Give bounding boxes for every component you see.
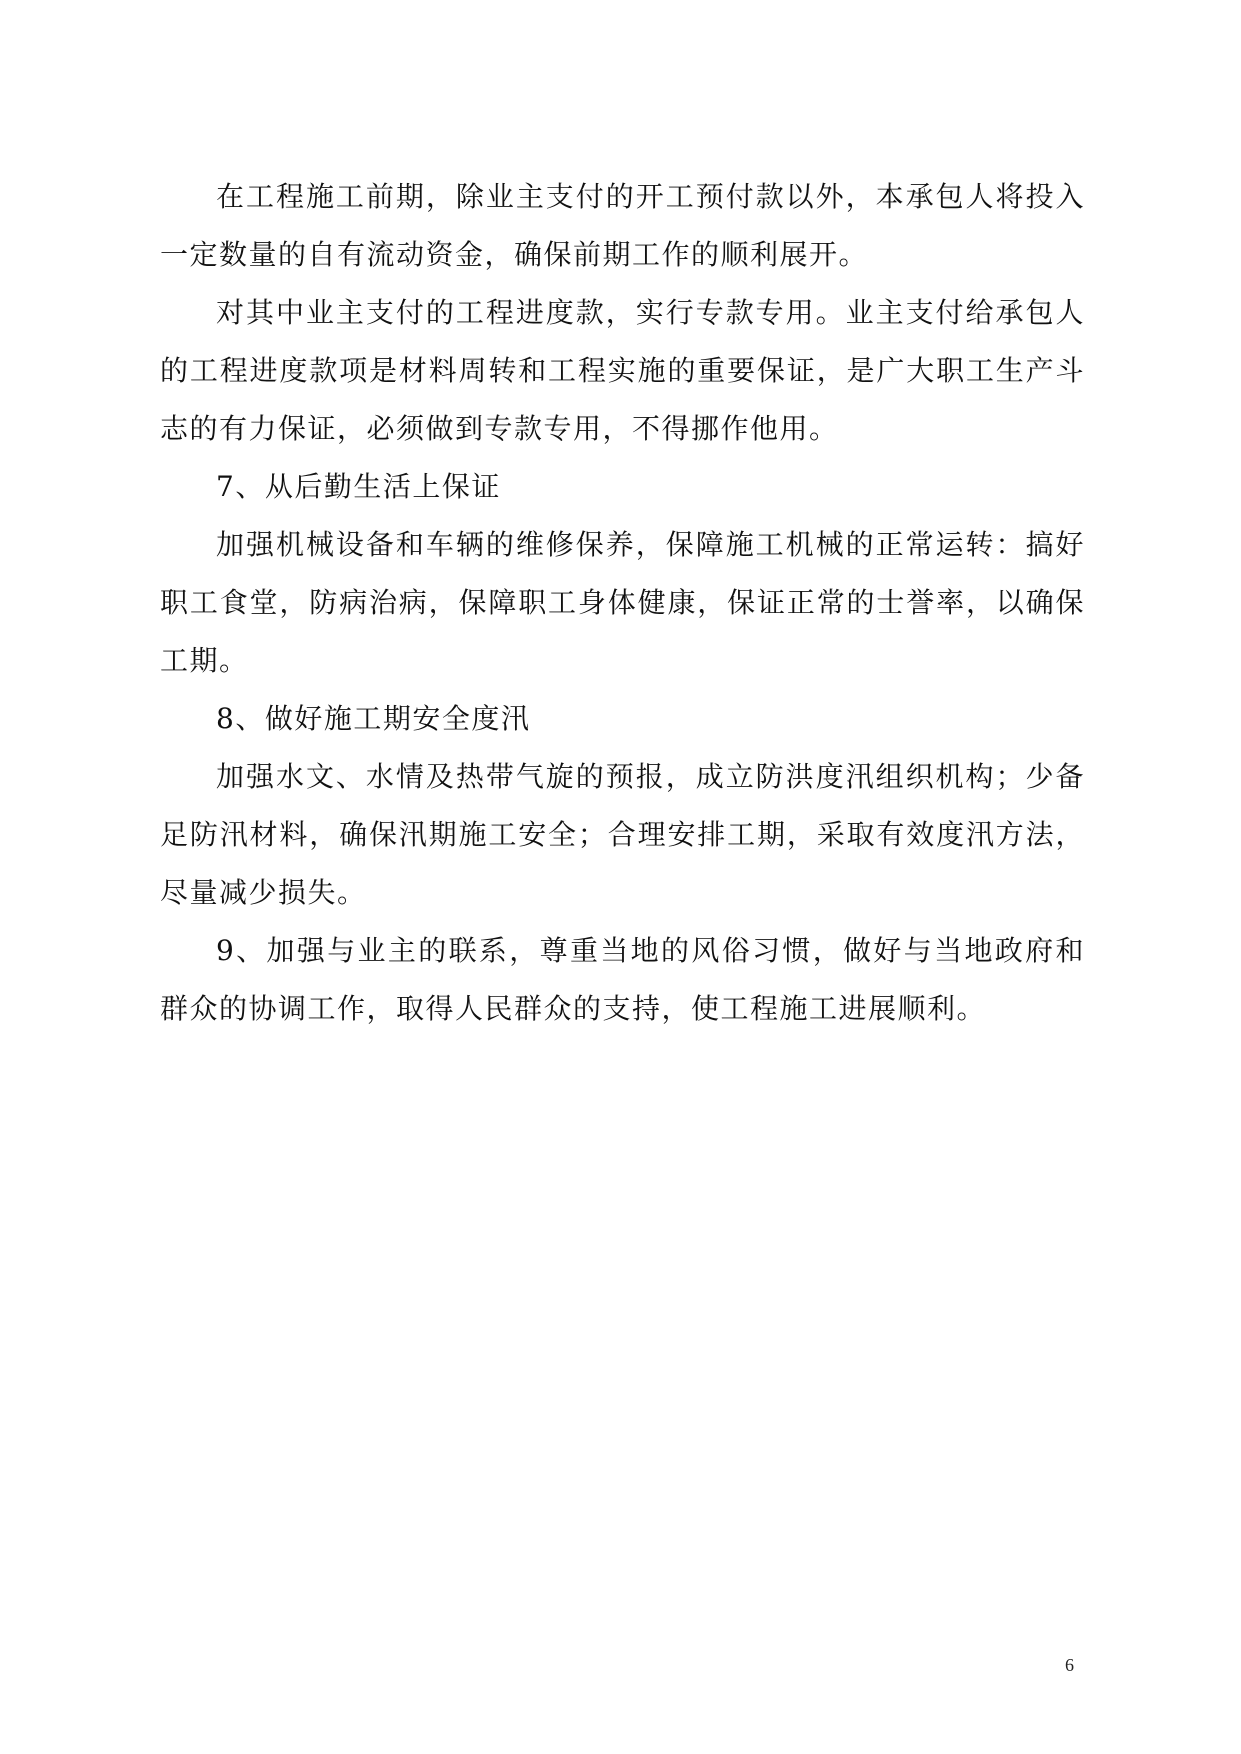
paragraph-logistics: 加强机械设备和车辆的维修保养，保障施工机械的正常运转：搞好职工食堂，防病治病，保障职工身体健康，保证正常的士誉率，以确保工期。	[160, 528, 1085, 677]
paragraph-flood-safety: 加强水文、水情及热带气旋的预报，成立防洪度汛组织机构；少备足防汛材料，确保汛期施工安全；合理安排工期，采取有效度汛方法，尽量减少损失。	[160, 760, 1085, 909]
page-number: 6	[1065, 1655, 1074, 1675]
heading-flood-safety: 8、做好施工期安全度汛	[216, 702, 531, 735]
paragraph-owner-liaison: 9、加强与业主的联系，尊重当地的风俗习惯，做好与当地政府和群众的协调工作，取得人民群众的支持，使工程施工进展顺利。	[160, 934, 1085, 1025]
heading-logistics: 7、从后勤生活上保证	[216, 470, 501, 503]
document-body	[160, 168, 1085, 1038]
paragraph-progress-payment: 对其中业主支付的工程进度款，实行专款专用。业主支付给承包人的工程进度款项是材料周转和工程实施的重要保证，是广大职工生产斗志的有力保证，必须做到专款专用，不得挪作他用。	[160, 296, 1085, 445]
paragraph-advance-funds: 在工程施工前期，除业主支付的开工预付款以外，本承包人将投入一定数量的自有流动资金，确保前期工作的顺利展开。	[160, 180, 1085, 271]
